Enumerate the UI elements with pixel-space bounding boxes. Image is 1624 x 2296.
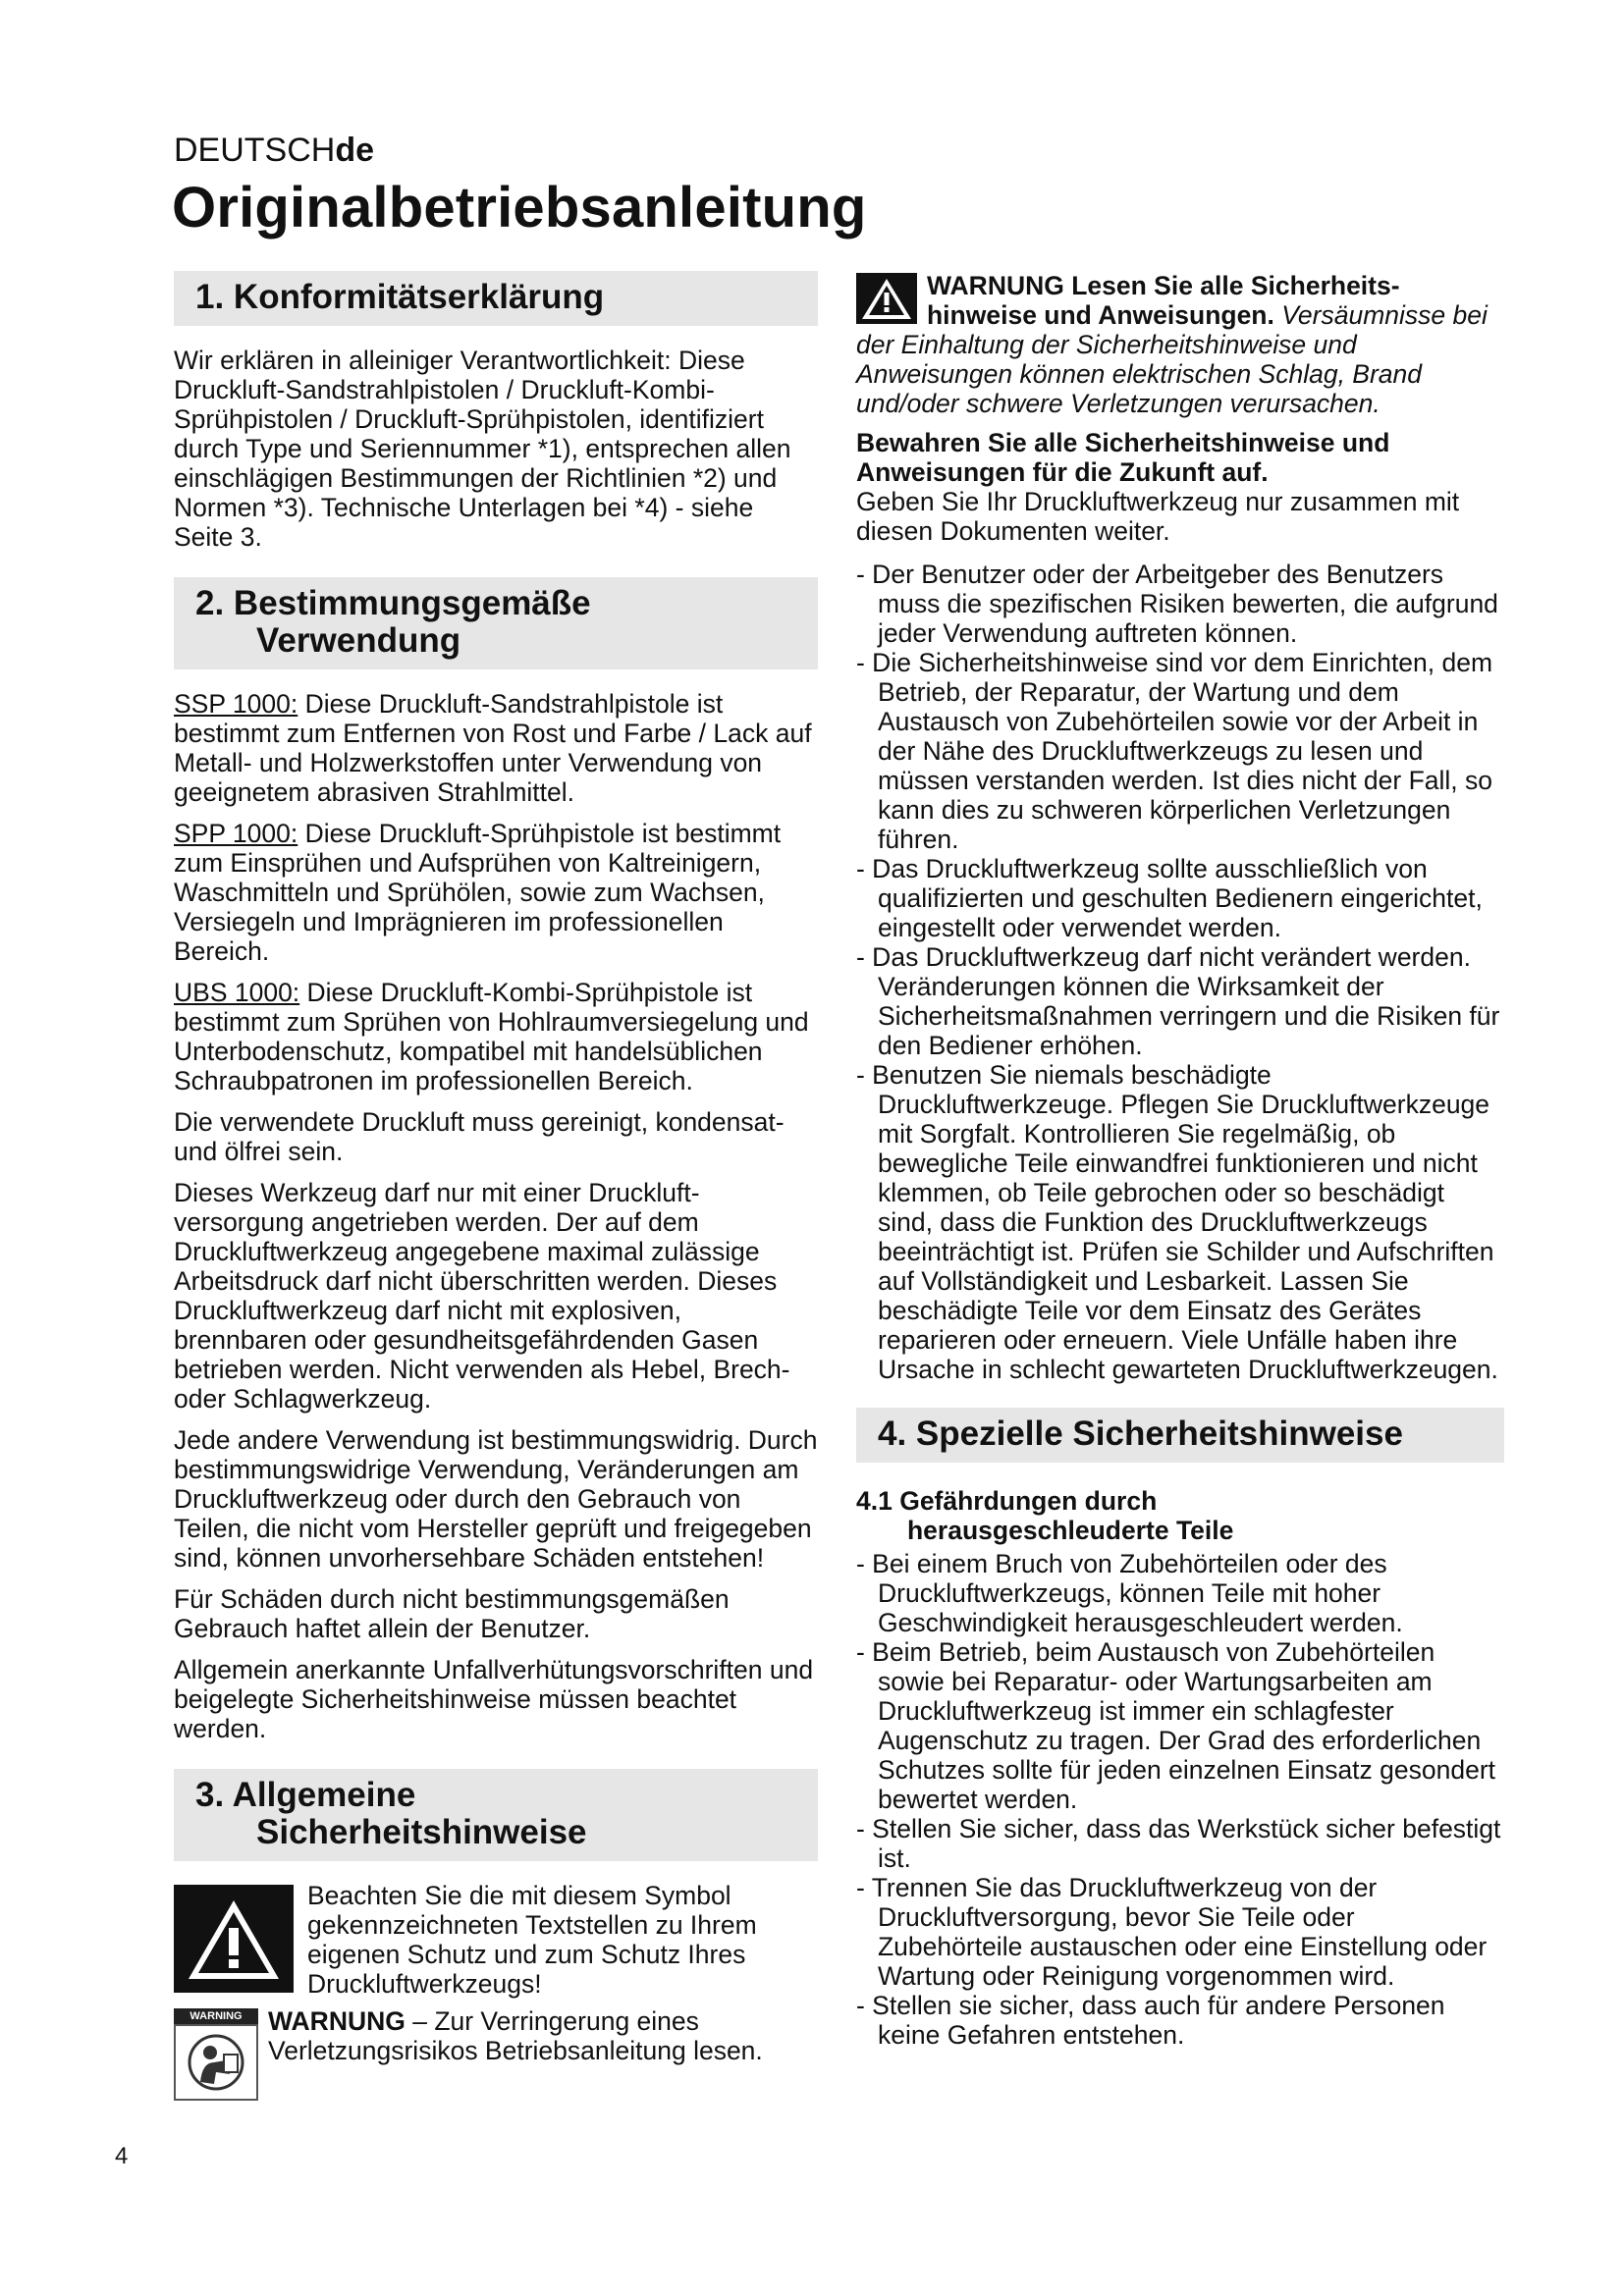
read-manual-icon [174, 2008, 258, 2103]
liability-paragraph: Für Schäden durch nicht bestimmungsgemäßen Gebrauch haftet allein der Benutzer. [174, 1584, 730, 1643]
section-1-text: Wir erklären in alleiniger Verantwortlichkeit: Diese Druckluft-Sandstrahlpistolen / Druckluft-Kombi-Sprühpistolen / Druckluft-Sprühpistolen, identifiziert durch Type und Seriennummer *1), entsprechen allen einschlägigen Bestimmungen der Richtlinien *2) und Normen *3). Technische Unterlagen bei *4) - siehe Seite 3. [174, 346, 791, 552]
manual-note [174, 2006, 818, 2103]
section-3-heading-line1: 3. Allgemeine [195, 1776, 416, 1814]
symbol-note [174, 1881, 818, 1999]
list-item: - Trennen Sie das Druckluftwerkzeug von der Druckluftversorgung, bevor Sie Teile oder Zubehörteile austauschen oder eine Einstellung oder Wartung oder Reinigung vorgenommen wird. [856, 1873, 1488, 1991]
section-3-heading-line2: Sicherheitshinweise [256, 1813, 587, 1851]
warning-triangle-icon [174, 1885, 294, 1993]
general-safety-list [856, 560, 1504, 1384]
page-title: Originalbetriebsanleitung [172, 176, 867, 240]
general-warning-italic: Versäumnisse bei der Einhaltung der Sicherheitshinweise und Anweisungen können elektrischen Schlag, Brand und/oder schwere Verletzungen verursachen. [856, 300, 1488, 418]
subsection-4-1-heading [856, 1486, 1504, 1545]
symbol-note-text: Beachten Sie die mit diesem Symbol gekennzeichneten Textstellen zu Ihrem eigenen Schutz und zum Schutz Ihres Druckluftwerkzeugs! [307, 1881, 757, 1999]
manual-note-text [268, 2006, 818, 2103]
general-warning-bold: WARNUNG Lesen Sie alle Sicherheits-hinweise und Anweisungen. [927, 271, 1400, 330]
rules-paragraph: Allgemein anerkannte Unfallverhütungsvorschriften und beigelegte Sicherheitshinweise müssen beachtet werden. [174, 1655, 814, 1743]
section-2-heading [174, 577, 818, 669]
list-item: - Stellen sie sicher, dass auch für andere Personen keine Gefahren entstehen. [856, 1991, 1445, 2050]
ssp-label: SSP 1000: [174, 689, 298, 719]
list-item: - Bei einem Bruch von Zubehörteilen oder des Druckluftwerkzeugs, können Teile mit hoher Geschwindigkeit herausgeschleudert werden. [856, 1549, 1403, 1637]
manual-icon-label: WARNING [174, 2008, 258, 2024]
list-item: - Beim Betrieb, beim Austausch von Zubehörteilen sowie bei Reparatur- oder Wartungsarbeiten am Druckluftwerkzeug ist immer ein schlagfester Augenschutz zu tragen. Der Grad des erforderlichen Schutzes sollte für jeden einzelnen Einsatz gesondert bewertet werden. [856, 1637, 1496, 1814]
keep-instructions [856, 428, 1504, 546]
right-column [856, 271, 1504, 2061]
left-column [174, 271, 818, 2110]
list-item: - Der Benutzer oder der Arbeitgeber des Benutzers muss die spezifischen Risiken bewerten, die aufgrund jeder Verwendung auftreten können. [856, 560, 1498, 648]
ejected-parts-list [856, 1549, 1504, 2050]
keep-instructions-text: Geben Sie Ihr Druckluftwerkzeug nur zusammen mit diesen Dokumenten weiter. [856, 487, 1460, 546]
section-2-heading-line1: 2. Bestimmungsgemäße [195, 584, 591, 622]
list-item: - Das Druckluftwerkzeug darf nicht verändert werden. Veränderungen können die Wirksamkeit der Sicherheitsmaßnahmen verringern und die Risiken für den Bediener erhöhen. [856, 942, 1500, 1060]
tool-paragraph: Dieses Werkzeug darf nur mit einer Druckluft-versorgung angetrieben werden. Der auf dem Druckluftwerkzeug angegebene maximal zulässige Arbeitsdruck darf nicht überschritten werden. Dieses Druckluftwerkzeug darf nicht mit explosiven, brennbaren oder gesundheitsgefährdenden Gasen betrieben werden. Nicht verwenden als Hebel, Brech- oder Schlagwerkzeug. [174, 1178, 790, 1414]
section-1-heading: 1. Konformitätserklärung [174, 271, 818, 326]
ubs-paragraph [174, 978, 818, 1095]
spp-paragraph [174, 819, 818, 966]
list-item: - Das Druckluftwerkzeug sollte ausschließlich von qualifizierten und geschulten Bedienern eingerichtet, eingestellt oder verwendet werden. [856, 854, 1483, 942]
section-2-heading-line2: Verwendung [256, 621, 461, 660]
air-paragraph: Die verwendete Druckluft muss gereinigt, kondensat- und ölfrei sein. [174, 1107, 785, 1166]
spp-label: SPP 1000: [174, 819, 298, 848]
ubs-label: UBS 1000: [174, 978, 300, 1007]
section-4-heading: 4. Spezielle Sicherheitshinweise [856, 1408, 1504, 1463]
general-warning-text [856, 271, 1504, 418]
ssp-paragraph [174, 689, 818, 807]
section-3-heading [174, 1769, 818, 1861]
ubs-text: Diese Druckluft-Kombi-Sprühpistole ist bestimmt zum Sprühen von Hohlraumversiegelung und Unterbodenschutz, kompatibel mit handelsüblichen Schraubpatronen im professionellen Bereich. [174, 978, 809, 1095]
spp-text: Diese Druckluft-Sprühpistole ist bestimmt zum Einsprühen und Aufsprühen von Kaltreinigern, Waschmitteln und Sprühölen, sowie zum Wachsen, Versiegeln und Imprägnieren im professionellen Bereich. [174, 819, 782, 966]
language-name: DEUTSCH [174, 132, 336, 169]
ssp-text: Diese Druckluft-Sandstrahlpistole ist bestimmt zum Entfernen von Rost und Farbe / Lack auf Metall- und Holzwerkstoffen unter Verwendung von geeignetem abrasiven Strahlmittel. [174, 689, 812, 807]
list-item: - Die Sicherheitshinweise sind vor dem Einrichten, dem Betrieb, der Reparatur, der Wartung und dem Austausch von Zubehörteilen sowie vor der Arbeit in der Nähe des Druckluftwerkzeugs zu lesen und müssen verstanden werden. Ist dies nicht der Fall, so kann dies zu schweren körperlichen Verletzungen führen. [856, 648, 1493, 854]
language-code: de [335, 132, 375, 169]
general-warning [856, 271, 1504, 418]
language-label [174, 132, 374, 170]
manual-warning-bold: WARNUNG [268, 2006, 406, 2036]
manual-warning-text: – Zur Verringerung eines Verletzungsrisikos Betriebsanleitung lesen. [268, 2006, 763, 2065]
page-number: 4 [115, 2143, 129, 2169]
other-use-paragraph: Jede andere Verwendung ist bestimmungswidrig. Durch bestimmungswidrige Verwendung, Veränderungen am Druckluftwerkzeug oder durch den Gebrauch von Teilen, die nicht vom Hersteller geprüft und freigegeben sind, können unvorhersehbare Schäden entstehen! [174, 1425, 818, 1573]
subsection-4-1-line2: herausgeschleuderte Teile [907, 1516, 1234, 1545]
list-item: - Stellen Sie sicher, dass das Werkstück sicher befestigt ist. [856, 1814, 1501, 1873]
keep-instructions-bold: Bewahren Sie alle Sicherheitshinweise und Anweisungen für die Zukunft auf. [856, 428, 1390, 487]
list-item: - Benutzen Sie niemals beschädigte Druckluftwerkzeuge. Pflegen Sie Druckluftwerkzeuge mit Sorgfalt. Kontrollieren Sie regelmäßig, ob bewegliche Teile einwandfrei funktionieren und nicht klemmen, ob Teile gebrochen oder so beschädigt sind, dass die Funktion des Druckluftwerkzeugs beeinträchtigt ist. Prüfen sie Schilder und Aufschriften auf Vollständigkeit und Lesbarkeit. Lassen Sie beschädigte Teile vor dem Einsatz des Gerätes reparieren oder erneuern. Viele Unfälle haben ihre Ursache in schlecht gewarteten Druckluftwerkzeugen. [856, 1060, 1498, 1384]
subsection-4-1-line1: 4.1 Gefährdungen durch [856, 1486, 1158, 1516]
warning-triangle-small-icon [856, 273, 917, 324]
